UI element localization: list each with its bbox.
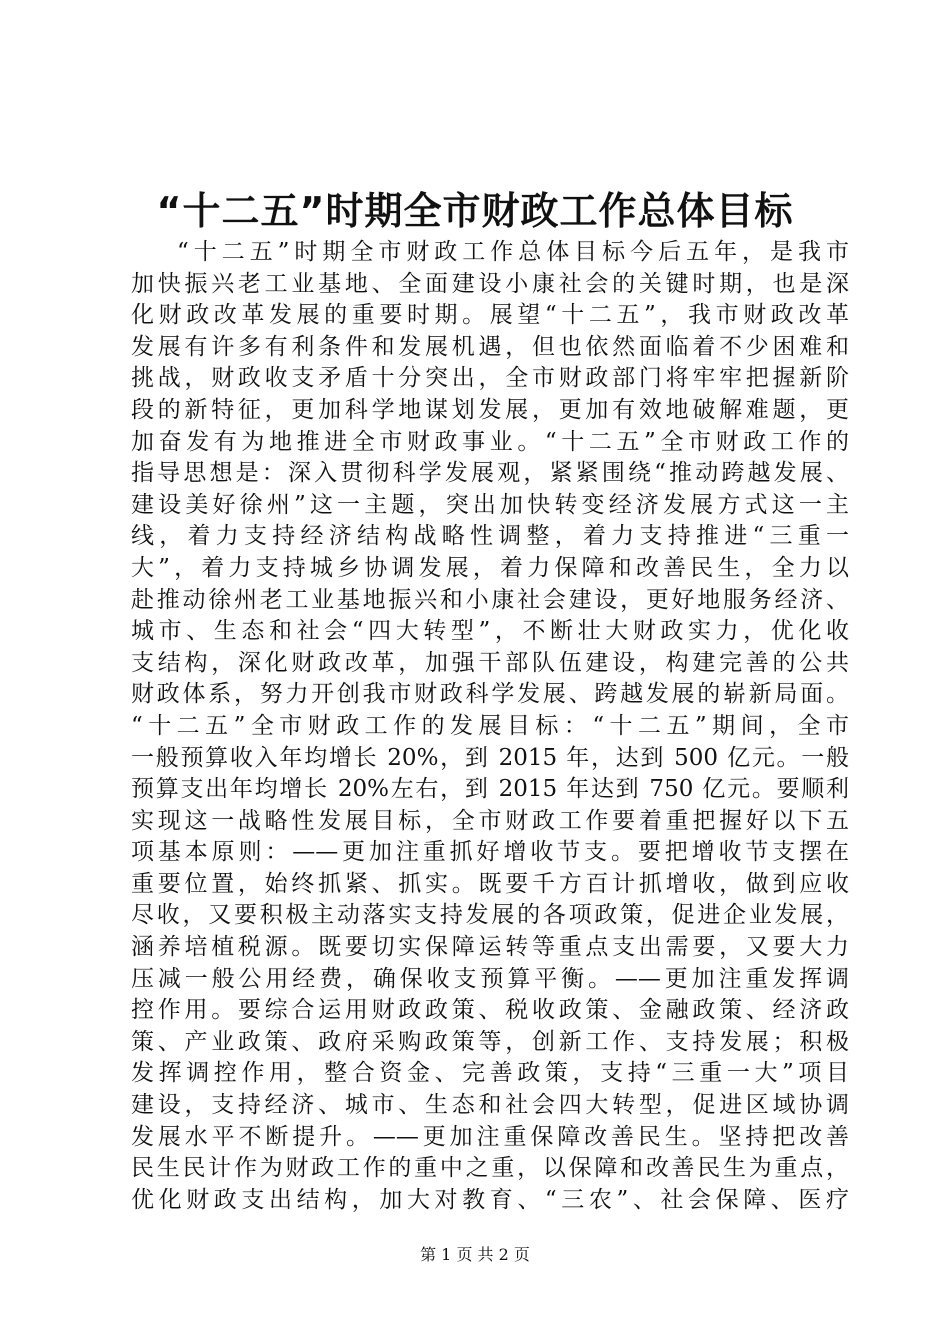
body-line: 段的新特征，更加科学地谋划发展，更加有效地破解难题，更 xyxy=(131,396,849,423)
body-line: 建设，支持经济、城市、生态和社会四大转型，促进区域协调 xyxy=(131,1092,849,1119)
body-line: “十二五”时期全市财政工作总体目标今后五年，是我市 xyxy=(177,239,849,265)
body-line: 建设美好徐州”这一主题，突出加快转变经济发展方式这一主 xyxy=(131,491,849,518)
body-line: 压减一般公用经费，确保收支预算平衡。——更加注重发挥调 xyxy=(131,965,849,992)
body-line: 尽收，又要积极主动落实支持发展的各项政策，促进企业发展， xyxy=(131,902,849,929)
body-line: 策、产业政策、政府采购政策等，创新工作、支持发展；积极 xyxy=(131,1028,849,1055)
document-body xyxy=(131,237,849,1216)
body-line: 赴推动徐州老工业基地振兴和小康社会建设，更好地服务经济、 xyxy=(131,586,849,613)
body-line: 大”，着力支持城乡协调发展，着力保障和改善民生，全力以 xyxy=(131,554,849,581)
body-line: 重要位置，始终抓紧、抓实。既要千方百计抓增收，做到应收 xyxy=(131,870,849,897)
body-line: “十二五”全市财政工作的发展目标：“十二五”期间，全市 xyxy=(131,712,849,739)
body-line: 民生民计作为财政工作的重中之重，以保障和改善民生为重点， xyxy=(131,1155,849,1182)
body-line: 财政体系，努力开创我市财政科学发展、跨越发展的崭新局面。 xyxy=(131,681,849,708)
body-line: 支结构，深化财政改革，加强干部队伍建设，构建完善的公共 xyxy=(131,649,849,676)
body-line: 指导思想是：深入贯彻科学发展观，紧紧围绕“推动跨越发展、 xyxy=(131,460,849,487)
body-line: 控作用。要综合运用财政政策、税收政策、金融政策、经济政 xyxy=(131,997,849,1024)
body-line: 项基本原则：——更加注重抓好增收节支。要把增收节支摆在 xyxy=(131,839,849,866)
body-line: 一般预算收入年均增长 20%，到 2015 年，达到 500 亿元。一般 xyxy=(131,744,849,771)
body-line: 优化财政支出结构，加大对教育、“三农”、社会保障、医疗 xyxy=(131,1186,849,1213)
body-line: 发展水平不断提升。——更加注重保障改善民生。坚持把改善 xyxy=(131,1123,849,1150)
body-line: 挑战，财政收支矛盾十分突出，全市财政部门将牢牢把握新阶 xyxy=(131,365,849,392)
body-line: 加奋发有为地推进全市财政事业。“十二五”全市财政工作的 xyxy=(131,428,849,455)
body-line: 化财政改革发展的重要时期。展望“十二五”，我市财政改革 xyxy=(131,302,849,329)
body-line: 线，着力支持经济结构战略性调整，着力支持推进“三重一 xyxy=(131,523,849,550)
document-title: “十二五”时期全市财政工作总体目标 xyxy=(156,189,794,233)
body-line: 实现这一战略性发展目标，全市财政工作要着重把握好以下五 xyxy=(131,807,849,834)
body-line: 发展有许多有利条件和发展机遇，但也依然面临着不少困难和 xyxy=(131,333,849,360)
body-line: 城市、生态和社会“四大转型”，不断壮大财政实力，优化收 xyxy=(131,618,849,645)
body-line: 加快振兴老工业基地、全面建设小康社会的关键时期，也是深 xyxy=(131,270,849,297)
body-line: 预算支出年均增长 20%左右，到 2015 年达到 750 亿元。要顺利 xyxy=(131,776,849,803)
body-line: 发挥调控作用，整合资金、完善政策，支持“三重一大”项目 xyxy=(131,1060,849,1087)
page-footer: 第 1 页 共 2 页 xyxy=(420,1245,530,1264)
body-line: 涵养培植税源。既要切实保障运转等重点支出需要，又要大力 xyxy=(131,934,849,961)
